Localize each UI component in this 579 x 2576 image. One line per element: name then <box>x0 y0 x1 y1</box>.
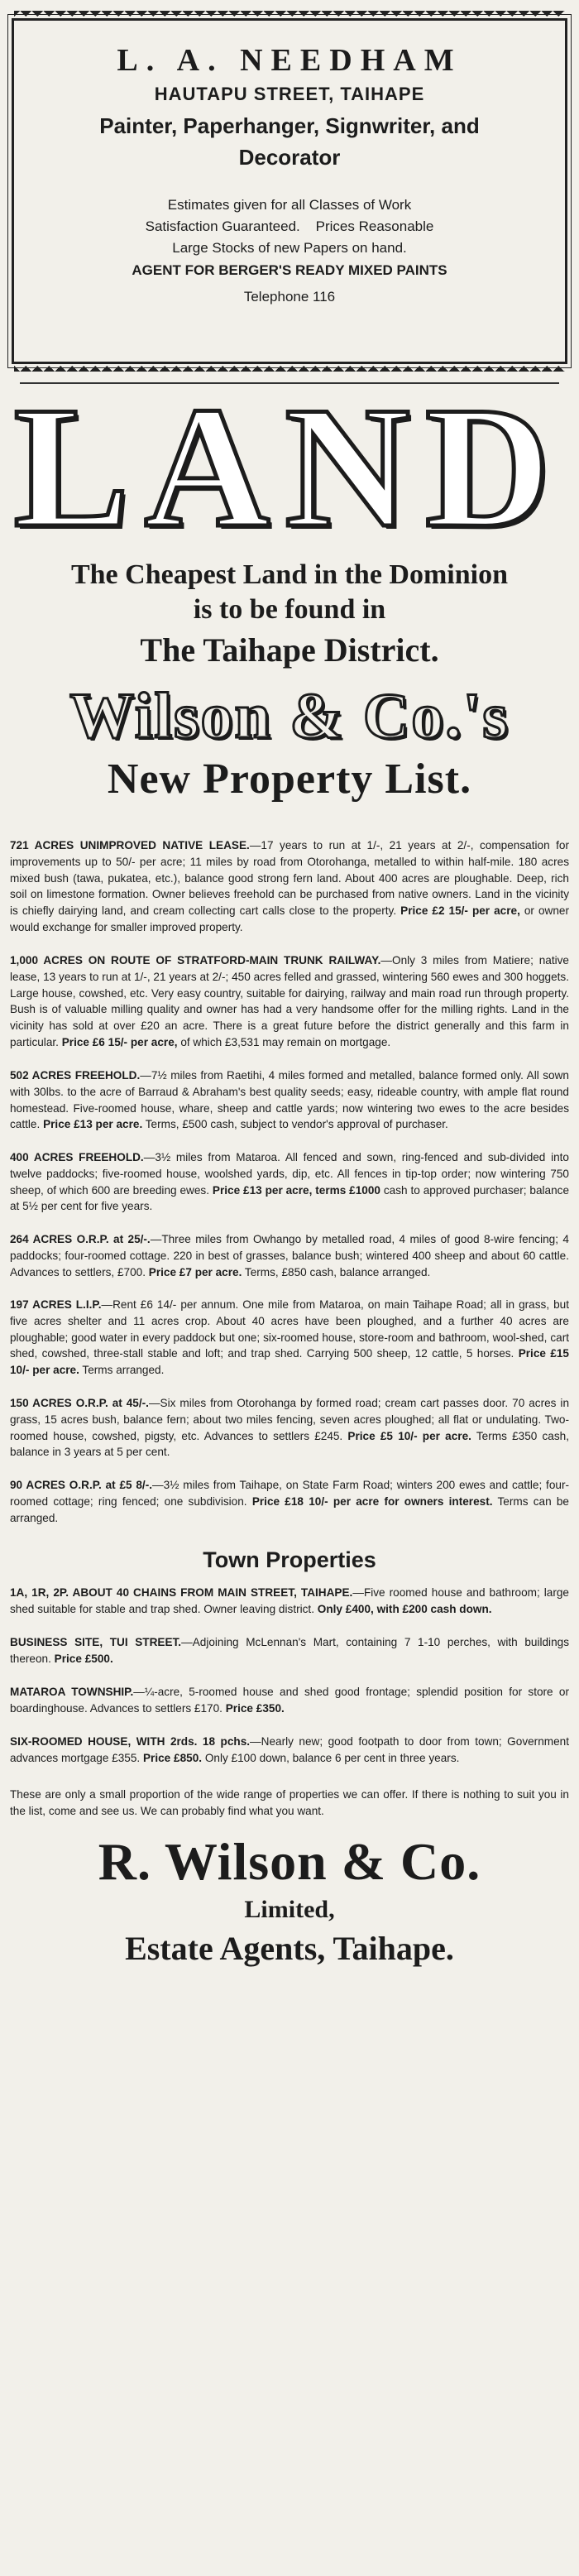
listing-item <box>10 1231 569 1280</box>
listing-lead: 400 ACRES FREEHOLD. <box>10 1151 144 1163</box>
listing-body: —3½ miles from Taihape, on State Farm Road; winters 200 ewes and cattle; four-roomed cottage; ring fenced; one subdivision. <box>10 1479 569 1508</box>
listing-item <box>10 1067 569 1133</box>
town-properties-heading: Town Properties <box>203 1547 376 1572</box>
ad-line-2: Satisfaction Guaranteed. Prices Reasonable <box>145 218 434 234</box>
listing-price: Price £5 10/- per acre. <box>347 1429 471 1442</box>
listing-lead: 150 ACRES O.R.P. at 45/-. <box>10 1397 149 1409</box>
firm-headline: Wilson & Co.'s <box>69 679 510 751</box>
ad-street: HAUTAPU STREET, TAIHAPE <box>154 84 425 104</box>
tagline-found-in: is to be found in <box>193 594 386 625</box>
town-listing-item <box>10 1585 569 1618</box>
listing-price: Price £7 per acre. <box>148 1265 242 1278</box>
listing-tail: Terms £350 cash, balance in 3 years at 5 per cent. <box>10 1429 570 1459</box>
town-listing-lead: SIX-ROOMED HOUSE, WITH 2rds. 18 pchs. <box>10 1735 251 1748</box>
listing-item <box>10 1149 569 1215</box>
listing-price: Price £15 10/- per acre. <box>10 1347 569 1377</box>
town-listing-body: —Nearly new; good footpath to door from town; Government advances mortgage £355. <box>10 1735 569 1764</box>
listing-tail: Terms, £500 cash, subject to vendor's approval of purchaser. <box>145 1118 448 1131</box>
listing-tail: cash to approved purchaser; balance at 5½ per cent for five years. <box>10 1183 570 1213</box>
listing-body: —Three miles from Owhango by metalled road, 4 miles of good 8-wire fencing; 4 paddocks; four-roomed cottage. 220 in best of grasses, balance bush; wintered 400 sheep and about 60 cattle. Advances to settlers, £700. <box>10 1233 569 1278</box>
listing-lead: 264 ACRES O.R.P. at 25/-. <box>10 1233 151 1245</box>
town-listing-price: Price £350. <box>225 1701 285 1715</box>
tagline-district: The Taihape District. <box>140 631 439 669</box>
listing-price: Price £2 15/- per acre, <box>400 904 520 918</box>
closing-paragraph: These are only a small proportion of the wide range of properties we can offer. If there is nothing to suit you in the list, come and see us. We can probably find what you want. <box>10 1788 569 1817</box>
listing-body: —7½ miles from Raetihi, 4 miles formed and metalled, balance formed only. All sown with 30lbs. to the acre of Barraud & Abraham's best quality seeds; easy, rideable country, with ample flat round homestead. Five-roomed house, whare, sheep and cattle yards; now wintering two ewes to the acre besides cattle. <box>10 1069 569 1131</box>
listing-body: —3½ miles from Mataroa. All fenced and sown, ring-fenced and sub-divided into twelve paddocks; five-roomed house, woolshed yards, dip, etc. All fences in tip-top order; now wintering 750 sheep, of which 600 are breeding ewes. <box>10 1151 569 1197</box>
listing-body: —Only 3 miles from Matiere; native lease, 13 years to run at 1/-, 21 years at 2/-; 450 acres felled and grassed, wintering 560 ewes and 300 hoggets. Large house, cowshed, etc. Very easy country, suitable for dairying, railway and main road run through property. Bush is of valuable milling quality and owner has had a very handsome offer for the milling rights. Land in the vicinity has sold at over £20 an acre. There is a great future before the district generally and this farm in particular. <box>10 954 569 1048</box>
ad-border-bottom <box>14 363 565 372</box>
listing-lead: 502 ACRES FREEHOLD. <box>10 1069 141 1082</box>
town-listing-price: Price £500. <box>54 1652 113 1665</box>
ad-telephone: Telephone 116 <box>243 289 336 305</box>
ad-body <box>14 194 565 259</box>
listing-lead: 1,000 ACRES ON ROUTE OF STRATFORD-MAIN TRUNK RAILWAY. <box>10 954 381 967</box>
town-listing-body: —Adjoining McLennan's Mart, containing 7 1-10 perches, with buildings thereon. <box>10 1636 569 1665</box>
listing-tail: Terms arranged. <box>82 1364 165 1377</box>
land-headline: LAND <box>13 372 566 564</box>
listing-item <box>10 1395 569 1461</box>
listing-price: Price £6 15/- per acre, <box>61 1035 178 1048</box>
listing-item <box>10 1297 569 1379</box>
signature-agents: Estate Agents, Taihape. <box>125 1930 454 1967</box>
signature-firm: R. Wilson & Co. <box>98 1832 481 1891</box>
listing-tail: Terms can be arranged. <box>10 1494 569 1524</box>
town-listing-item <box>10 1634 569 1667</box>
ad-agent-line: AGENT FOR BERGER'S READY MIXED PAINTS <box>132 262 447 278</box>
town-listing-price: Price £850. <box>142 1751 203 1764</box>
listing-body: —Six miles from Otorohanga by formed road; cream cart passes door. 70 acres in grass, 15 acres bush, balance fern; about two miles fencing, seven acres ploughed; all flat or undulating. Two-roomed house, cowshed, pigsty, etc. Advances to settlers £245. <box>10 1397 569 1442</box>
ad-trades-line-2: Decorator <box>238 145 341 170</box>
listing-tail: Terms, £850 cash, balance arranged. <box>244 1265 431 1278</box>
listing-lead: 197 ACRES L.I.P. <box>10 1298 102 1311</box>
tagline-cheapest: The Cheapest Land in the Dominion <box>70 559 509 590</box>
ad-trades <box>14 110 565 173</box>
listing-price: Price £13 per acre, terms £1000 <box>212 1183 380 1197</box>
town-listing-lead: 1A, 1R, 2P. ABOUT 40 CHAINS FROM MAIN STREET, TAIHAPE. <box>10 1586 353 1599</box>
ad-business-name: L. A. NEEDHAM <box>117 43 462 78</box>
listing-lead: 90 ACRES O.R.P. at £5 8/-. <box>10 1479 153 1491</box>
signature-limited: Limited, <box>244 1896 335 1923</box>
listing-price: Price £13 per acre. <box>43 1118 143 1131</box>
town-listing-item <box>10 1684 569 1717</box>
town-listing-body: —¼-acre, 5-roomed house and shed good frontage; splendid position for store or boardinghouse. Advances to settlers £170. <box>10 1686 569 1715</box>
listing-item <box>10 837 569 936</box>
ad-line-1: Estimates given for all Classes of Work <box>167 197 412 213</box>
town-listing-tail: Only £100 down, balance 6 per cent in three years. <box>204 1751 460 1764</box>
town-listing-item <box>10 1734 569 1767</box>
ad-border-top <box>14 11 565 19</box>
town-listing-body: —Five roomed house and bathroom; large shed suitable for stable and trap shed. Owner leaving district. <box>10 1586 569 1615</box>
listing-item <box>10 1477 569 1526</box>
listing-tail: of which £3,531 may remain on mortgage. <box>180 1035 391 1048</box>
town-listing-lead: MATAROA TOWNSHIP. <box>10 1686 134 1698</box>
town-listing-price: Only £400, with £200 cash down. <box>317 1602 492 1615</box>
property-list-title: New Property List. <box>107 756 472 803</box>
listing-lead: 721 ACRES UNIMPROVED NATIVE LEASE. <box>10 839 250 851</box>
listing-item <box>10 952 569 1051</box>
ad-trades-line-1: Painter, Paperhanger, Signwriter, and <box>99 113 480 138</box>
listing-price: Price £18 10/- per acre for owners interest. <box>251 1494 493 1508</box>
town-listing-lead: BUSINESS SITE, TUI STREET. <box>10 1636 182 1648</box>
needham-advertisement <box>12 18 567 364</box>
listing-body: —17 years to run at 1/-, 21 years at 2/-, compensation for improvements up to 50/- per acre; 11 miles by road from Otorohanga, metalled to within half-mile. 180 acres mixed bush (tawa, pukatea, etc.), balance good strong fern land. About 400 acres are ploughable. Deep, rich soil on limestone formation. Owner believes freehold can be purchased from native owners. Land in the vicinity is chiefly dairying land, and cream collecting cart calls close to the property. <box>10 839 569 918</box>
listing-tail: or owner would exchange for smaller improved property. <box>10 904 569 933</box>
listing-body: —Rent £6 14/- per annum. One mile from Mataroa, on main Taihape Road; all in grass, but five acres shelter and 11 acres crop. About 40 acres have been ploughed, and a further 40 acres are ploughable; good water in every paddock but one; six-roomed house, store-room and bathroom, wool-shed, cart shed, cowshed, three-stall stable and loft; and trap shed. Carrying 500 sheep, 12 cattle, 5 horses. <box>10 1298 570 1360</box>
ad-line-3: Large Stocks of new Papers on hand. <box>172 240 407 256</box>
